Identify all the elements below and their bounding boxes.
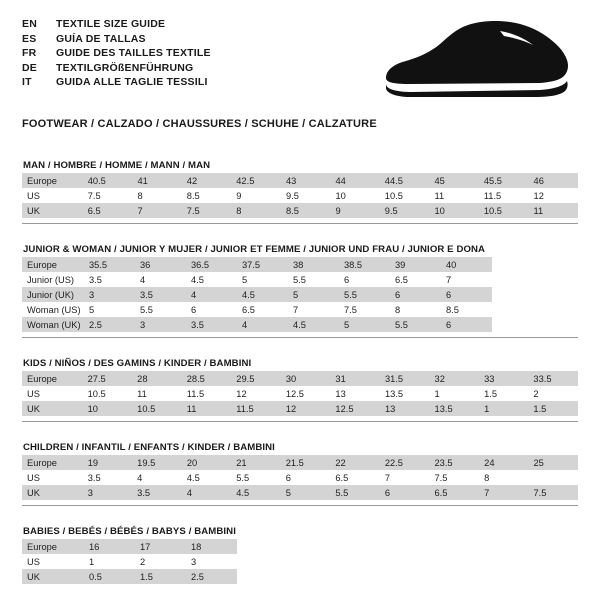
size-cell: 5 (288, 287, 339, 302)
size-cell: 11 (529, 203, 578, 218)
table-row (22, 173, 578, 188)
size-cell: 7.5 (87, 190, 101, 201)
size-cell: 12.5 (330, 401, 380, 416)
language-title: TEXTILE SIZE GUIDE (56, 18, 166, 30)
size-cell: 33.5 (528, 371, 578, 386)
size-cell: 5.5 (330, 485, 379, 500)
size-cell: 5.5 (140, 304, 153, 315)
size-row-label: UK (22, 401, 83, 416)
size-cell: 4 (182, 485, 231, 500)
size-cell: 28.5 (182, 371, 232, 386)
size-cell: 3.5 (87, 472, 101, 483)
size-row-label: US (27, 388, 40, 399)
language-code: EN (22, 18, 37, 30)
size-cell: 10 (429, 203, 478, 218)
section-divider (22, 505, 578, 506)
size-cell: 1.5 (528, 401, 578, 416)
table-row (22, 317, 492, 332)
size-cell: 3.5 (89, 274, 102, 285)
section-divider (22, 421, 578, 422)
size-cell: 38.5 (339, 257, 390, 272)
size-cell: 4.5 (191, 274, 204, 285)
size-cell: 6 (441, 287, 492, 302)
size-row-label: Europe (22, 455, 83, 470)
size-section-title: BABIES / BEBÉS / BÉBÉS / BABYS / BAMBINI (23, 526, 236, 537)
size-cell: 6 (344, 274, 350, 285)
size-cell: 11.5 (231, 401, 281, 416)
language-title-list (22, 18, 211, 91)
size-cell: 7.5 (182, 203, 231, 218)
size-cell: 4.5 (288, 317, 339, 332)
size-cell: 3 (83, 485, 132, 500)
size-section-title: CHILDREN / INFANTIL / ENFANTS / KINDER / BAMBINI (23, 442, 275, 453)
table-row (22, 371, 578, 386)
size-cell: 38 (288, 257, 339, 272)
size-cell: 11.5 (483, 190, 502, 201)
size-section (22, 442, 578, 506)
size-cell: 13.5 (430, 401, 480, 416)
language-code: DE (22, 61, 37, 74)
category-line: FOOTWEAR / CALZADO / CHAUSSURES / SCHUHE / CALZATURE (22, 118, 377, 130)
language-title: GUIDE DES TAILLES TEXTILE (56, 47, 211, 59)
table-row (22, 188, 578, 203)
size-cell: 29.5 (231, 371, 281, 386)
size-cell: 6 (380, 485, 430, 500)
size-section (22, 358, 578, 422)
table-row (22, 539, 237, 554)
size-cell: 35.5 (84, 257, 135, 272)
size-row-label: Europe (22, 371, 83, 386)
size-cell: 6.5 (395, 274, 408, 285)
table-row (22, 203, 578, 218)
size-row-label: Europe (22, 173, 83, 188)
language-title: GUIDA ALLE TAGLIE TESSILI (56, 76, 208, 88)
size-cell: 3 (84, 287, 135, 302)
size-cell: 11.5 (186, 388, 205, 399)
size-row-label: Europe (22, 539, 84, 554)
table-row (22, 272, 492, 287)
size-table (22, 257, 492, 332)
size-cell: 27.5 (83, 371, 133, 386)
size-cell: 7.5 (434, 472, 448, 483)
size-cell: 5 (339, 317, 390, 332)
size-cell: 6.5 (429, 485, 479, 500)
size-cell: 11 (434, 190, 445, 201)
size-cell: 18 (186, 539, 237, 554)
language-code: FR (22, 47, 37, 59)
size-cell: 3.5 (186, 317, 237, 332)
size-cell: 9.5 (380, 203, 430, 218)
size-cell: 7 (479, 485, 528, 500)
size-cell: 8 (231, 203, 281, 218)
size-cell: 2 (533, 388, 539, 399)
size-cell: 4 (186, 287, 237, 302)
size-cell: 43 (281, 173, 330, 188)
table-row (22, 287, 492, 302)
size-cell: 42.5 (231, 173, 281, 188)
table-row (22, 401, 578, 416)
size-cell: 2.5 (186, 569, 237, 584)
size-cell: 10.5 (87, 388, 106, 399)
size-cell: 19.5 (132, 455, 182, 470)
size-row-label: Woman (UK) (22, 317, 84, 332)
size-cell: 31.5 (380, 371, 430, 386)
size-cell: 3 (135, 317, 186, 332)
size-cell: 9 (236, 190, 242, 201)
size-cell: 5 (281, 485, 331, 500)
size-row-label: US (27, 472, 40, 483)
size-cell: 5.5 (236, 472, 250, 483)
size-cell: 23.5 (429, 455, 479, 470)
table-row (22, 569, 237, 584)
size-cell: 41 (132, 173, 181, 188)
language-title: GUÍA DE TALLAS (56, 32, 146, 45)
size-cell: 16 (84, 539, 135, 554)
size-cell: 3.5 (132, 485, 182, 500)
section-divider (22, 223, 578, 224)
size-cell: 30 (281, 371, 331, 386)
language-code: IT (22, 76, 32, 88)
size-row-label: Europe (22, 257, 84, 272)
size-cell: 6.5 (242, 304, 255, 315)
size-cell: 7 (384, 472, 390, 483)
size-cell (528, 470, 578, 485)
size-cell: 1 (479, 401, 528, 416)
size-cell: 8.5 (446, 304, 459, 315)
size-cell: 1.5 (484, 388, 498, 399)
size-table (22, 455, 578, 500)
table-row (22, 386, 578, 401)
size-cell: 1 (434, 388, 440, 399)
section-divider (22, 337, 578, 338)
size-cell: 5.5 (339, 287, 390, 302)
size-cell: 7.5 (344, 304, 357, 315)
size-row-label: Junior (UK) (22, 287, 84, 302)
size-cell: 42 (182, 173, 231, 188)
size-cell: 10.5 (384, 190, 403, 201)
size-cell: 12 (281, 401, 331, 416)
size-cell: 6 (191, 304, 197, 315)
language-row (22, 33, 211, 48)
size-cell: 9.5 (285, 190, 299, 201)
size-section-title: JUNIOR & WOMAN / JUNIOR Y MUJER / JUNIOR ET FEMME / JUNIOR UND FRAU / JUNIOR E DONA (23, 244, 486, 255)
size-cell: 40 (441, 257, 492, 272)
size-cell: 2.5 (84, 317, 135, 332)
size-table (22, 539, 237, 584)
dress-shoe-silhouette-icon (380, 18, 570, 104)
size-cell: 6 (390, 287, 441, 302)
size-cell: 13 (380, 401, 430, 416)
header (22, 18, 578, 104)
size-row-label: UK (22, 569, 84, 584)
size-cell: 1.5 (135, 569, 186, 584)
size-table (22, 173, 578, 218)
size-cell: 8 (395, 304, 401, 315)
size-row-label: UK (22, 203, 83, 218)
size-cell: 6 (285, 472, 291, 483)
size-cell: 12 (236, 388, 247, 399)
size-table (22, 371, 578, 416)
size-cell: 1 (89, 556, 95, 567)
size-cell: 39 (390, 257, 441, 272)
language-row (22, 18, 211, 33)
size-cell: 20 (182, 455, 231, 470)
language-title: TEXTILGRÖßENFÜHRUNG (56, 61, 194, 74)
size-row-label: US (27, 190, 40, 201)
size-cell: 7 (293, 304, 299, 315)
size-cell: 3.5 (135, 287, 186, 302)
size-cell: 33 (479, 371, 528, 386)
size-cell: 0.5 (84, 569, 135, 584)
size-cell: 36 (135, 257, 186, 272)
size-cell: 11 (182, 401, 232, 416)
size-cell: 8 (137, 190, 143, 201)
size-row-label: Junior (US) (27, 274, 75, 285)
size-cell: 8 (484, 472, 490, 483)
size-cell: 24 (479, 455, 528, 470)
size-cell: 31 (330, 371, 380, 386)
size-cell: 21 (231, 455, 280, 470)
table-row (22, 455, 578, 470)
language-row (22, 76, 211, 91)
size-cell: 7 (132, 203, 181, 218)
size-cell: 7 (446, 274, 452, 285)
size-cell: 4 (137, 472, 143, 483)
size-row-label: Woman (US) (27, 304, 81, 315)
size-cell: 4.5 (231, 485, 280, 500)
size-section-title: MAN / HOMBRE / HOMME / MANN / MAN (23, 160, 211, 171)
size-cell: 45.5 (479, 173, 529, 188)
size-cell: 8.5 (281, 203, 330, 218)
size-cell: 22 (330, 455, 379, 470)
size-cell: 32 (430, 371, 480, 386)
table-row (22, 302, 492, 317)
table-row (22, 554, 237, 569)
size-cell: 19 (83, 455, 132, 470)
size-cell: 21.5 (281, 455, 331, 470)
size-cell: 5.5 (390, 317, 441, 332)
size-cell: 10 (83, 401, 133, 416)
size-row-label: US (27, 556, 40, 567)
table-row (22, 485, 578, 500)
size-cell: 22.5 (380, 455, 430, 470)
size-cell: 44 (330, 173, 379, 188)
size-cell: 4.5 (186, 472, 200, 483)
size-cell: 3 (191, 556, 197, 567)
size-cell: 6.5 (335, 472, 349, 483)
size-cell: 37.5 (237, 257, 288, 272)
size-cell: 46 (529, 173, 578, 188)
size-cell: 40.5 (83, 173, 133, 188)
size-cell: 44.5 (380, 173, 430, 188)
size-cell: 4 (237, 317, 288, 332)
size-cell: 5.5 (293, 274, 306, 285)
size-cell: 25 (528, 455, 578, 470)
size-cell: 28 (132, 371, 182, 386)
size-cell: 13.5 (384, 388, 404, 399)
size-cell: 5 (89, 304, 95, 315)
size-section (22, 526, 578, 584)
size-cell: 10.5 (479, 203, 529, 218)
size-cell: 6.5 (83, 203, 133, 218)
table-row (22, 470, 578, 485)
size-cell: 45 (429, 173, 478, 188)
size-section-title: KIDS / NIÑOS / DES GAMINS / KINDER / BAMBINI (23, 358, 252, 369)
size-cell: 4.5 (237, 287, 288, 302)
size-cell: 17 (135, 539, 186, 554)
size-cell: 11 (137, 388, 147, 399)
size-cell: 12 (533, 190, 544, 201)
table-row (22, 257, 492, 272)
size-cell: 10.5 (132, 401, 182, 416)
size-cell: 36.5 (186, 257, 237, 272)
language-row (22, 62, 211, 77)
size-cell: 9 (330, 203, 379, 218)
size-section (22, 160, 578, 224)
size-cell: 5 (242, 274, 248, 285)
size-cell: 2 (140, 556, 146, 567)
size-cell: 6 (441, 317, 492, 332)
size-sections (22, 160, 578, 584)
size-section (22, 244, 578, 338)
size-cell: 8.5 (186, 190, 200, 201)
size-cell: 10 (335, 190, 346, 201)
size-row-label: UK (22, 485, 83, 500)
size-cell: 13 (335, 388, 346, 399)
language-row (22, 47, 211, 62)
size-cell: 4 (140, 274, 146, 285)
size-cell: 12.5 (285, 388, 304, 399)
size-cell: 7.5 (528, 485, 578, 500)
language-code: ES (22, 32, 37, 45)
